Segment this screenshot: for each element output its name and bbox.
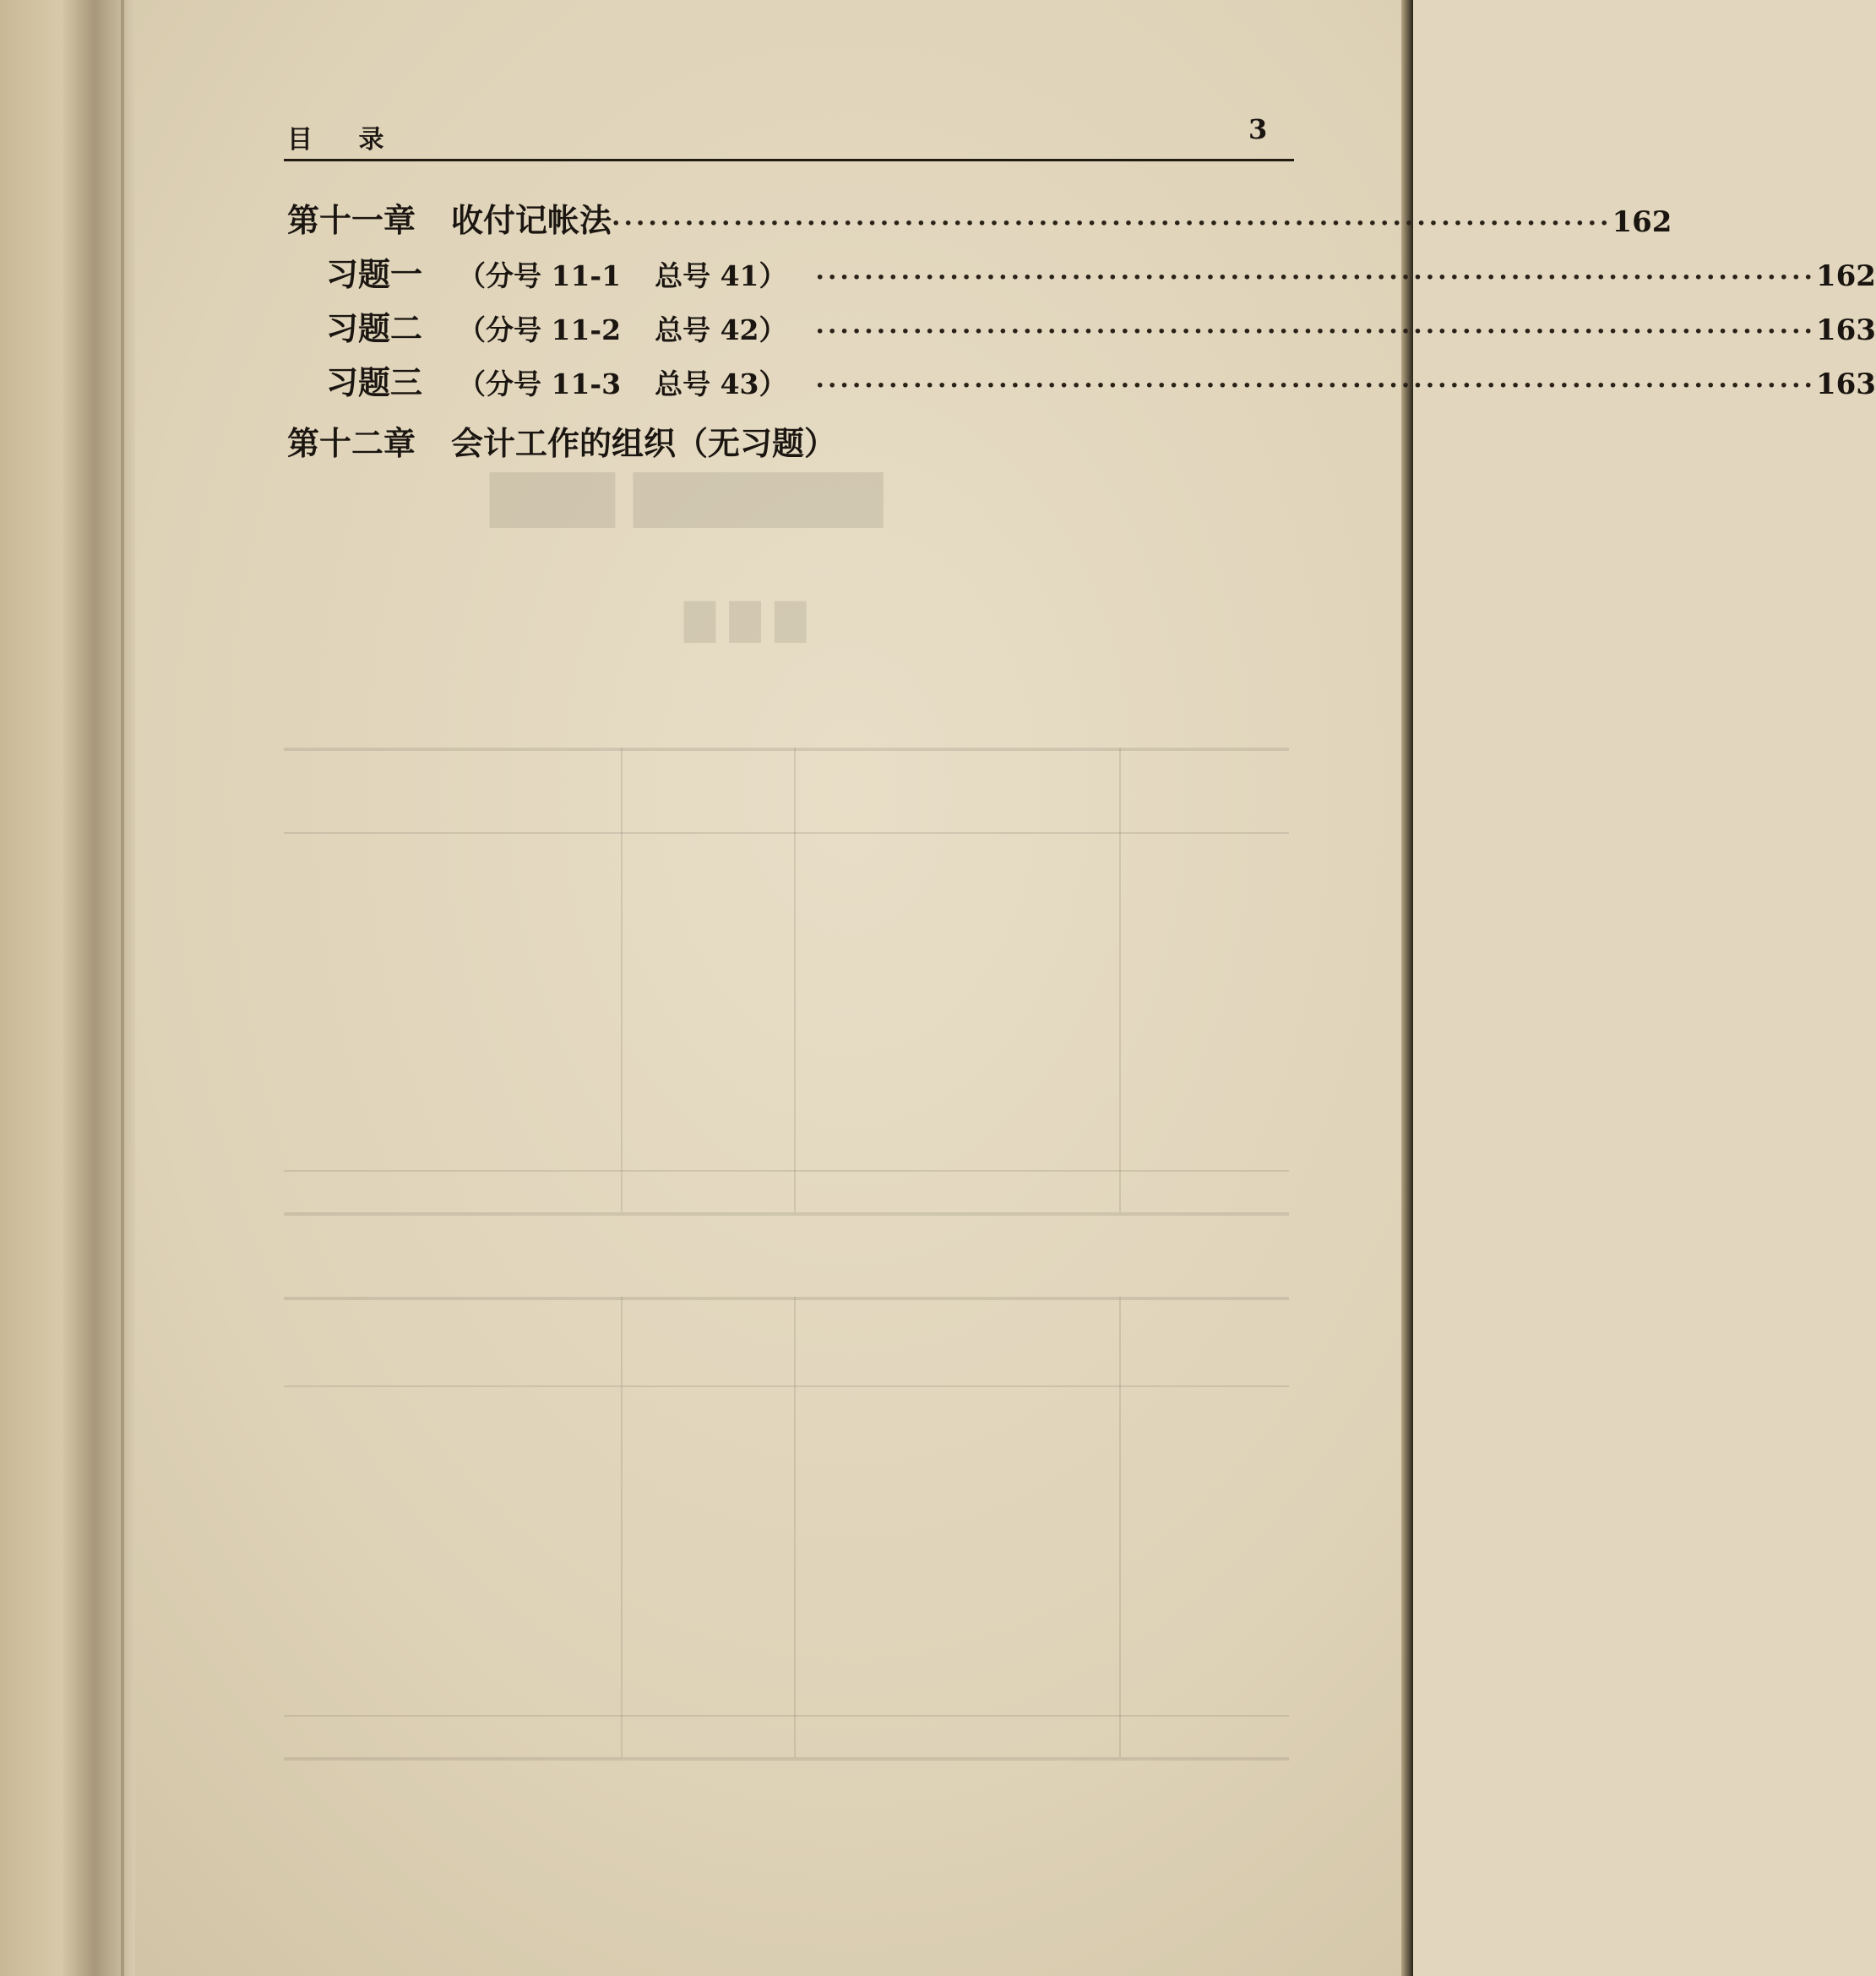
leader-dots: ·················································································· — [815, 317, 1816, 346]
running-head: 目 录 — [287, 125, 403, 155]
toc-page-number: 162 — [1612, 205, 1672, 239]
exercise-reference: （分号 11-1 总号 41） — [458, 259, 787, 292]
header-rule — [284, 159, 1294, 161]
bleed-through-table-rule — [284, 1297, 1289, 1300]
bleed-through-table-rule — [284, 748, 1289, 751]
leader-dots: ·················································································· — [815, 371, 1816, 400]
binding-shadow — [121, 0, 124, 1976]
leader-dots: ·················································································· — [815, 263, 1816, 292]
toc-page-number: 162 — [1815, 259, 1876, 293]
binding-gutter — [0, 0, 135, 1976]
bleed-through-table-col — [1119, 1297, 1121, 1757]
exercise-label: 习题三 — [326, 363, 423, 401]
bleed-through-table-col — [621, 1297, 623, 1757]
chapter-label: 第十一章 — [287, 201, 416, 239]
toc-entry-exercise-1 — [326, 248, 1876, 296]
bleed-through-table-col — [794, 1297, 796, 1757]
exercise-label: 习题二 — [326, 309, 423, 347]
exercise-reference: （分号 11-3 总号 43） — [458, 367, 787, 400]
toc-entry-chapter-11 — [287, 194, 1672, 242]
bleed-through-table-col — [794, 748, 796, 1212]
chapter-label: 第十二章 — [287, 424, 416, 462]
bleed-through-table-rule — [284, 1212, 1289, 1216]
chapter-title: 收付记帐法 — [451, 201, 612, 239]
bleed-through-heading: ▇▇▇ ▇▇▇▇▇▇ — [490, 465, 884, 528]
exercise-label: 习题一 — [326, 255, 423, 293]
bleed-through-table-col — [621, 748, 623, 1212]
exercise-reference: （分号 11-2 总号 42） — [458, 313, 787, 346]
toc-page-number: 163 — [1815, 367, 1876, 401]
page-edge — [1401, 0, 1413, 1976]
toc-entry-exercise-2 — [326, 302, 1876, 350]
toc-page-number: 163 — [1815, 313, 1876, 347]
bleed-through-table-rule — [284, 1385, 1289, 1387]
bleed-through-table-rule — [284, 1170, 1289, 1172]
bleed-through-table-rule — [284, 832, 1289, 834]
toc-entry-exercise-3 — [326, 357, 1876, 404]
chapter-title: 会计工作的组织（无习题） — [451, 424, 837, 462]
bleed-through-table-rule — [284, 1715, 1289, 1717]
bleed-through-subheading: ▇ ▇ ▇ — [684, 596, 807, 643]
bleed-through-table-rule — [284, 1757, 1289, 1761]
leader-dots: ·················································································· — [612, 209, 1612, 238]
bleed-through-table-col — [1119, 748, 1121, 1212]
page-number: 3 — [1248, 113, 1268, 145]
toc-entry-chapter-12 — [287, 417, 1296, 465]
